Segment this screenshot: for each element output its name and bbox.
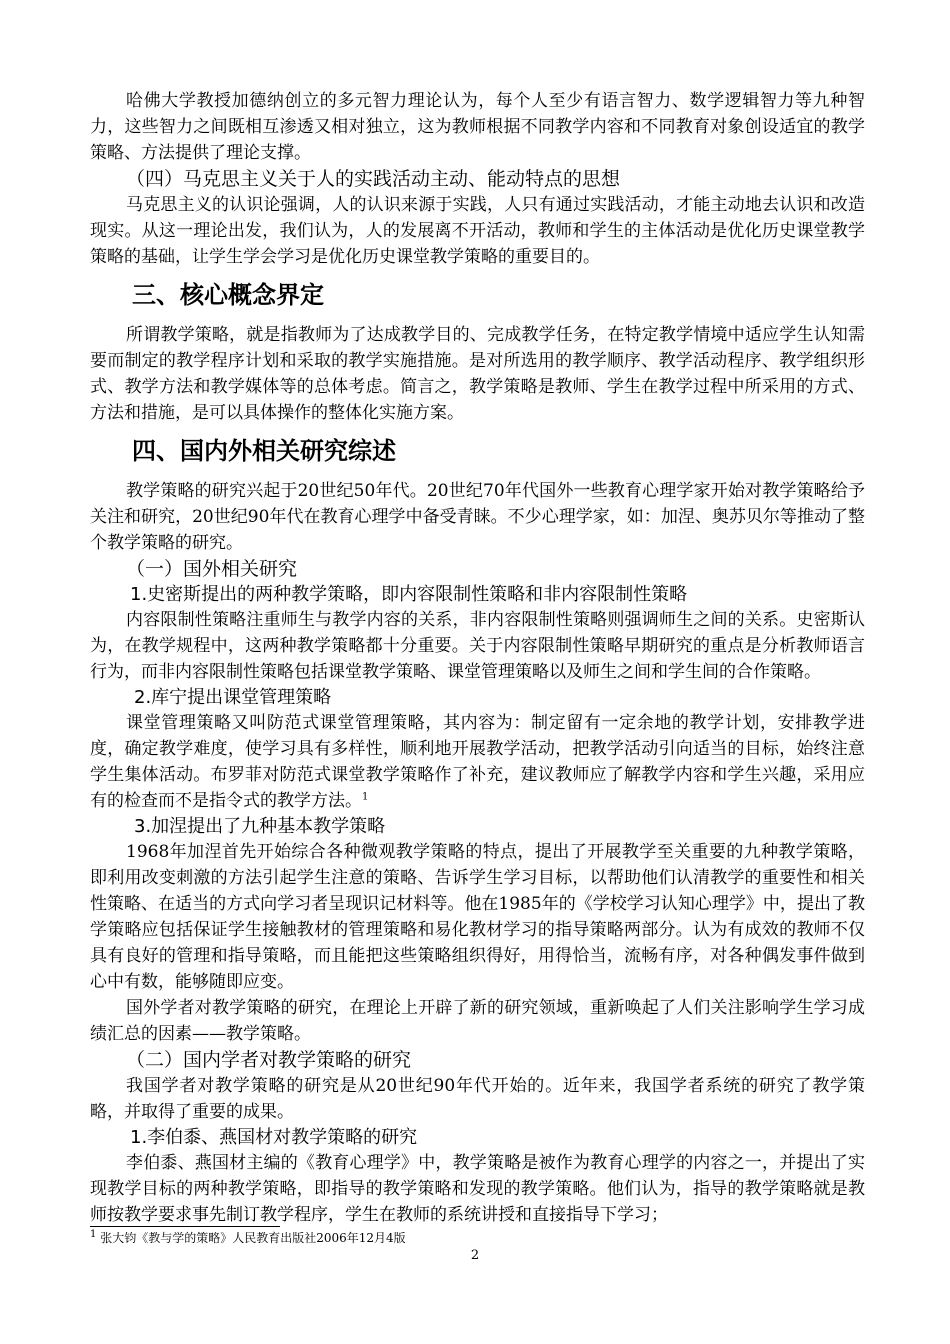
footnote (90, 1230, 406, 1246)
footnote-mark: 1 (90, 1229, 97, 1240)
document-body (90, 88, 865, 1228)
item-heading-smith: 1.史密斯提出的两种教学策略，即内容限制性策略和非内容限制性策略 (130, 584, 688, 605)
paragraph-gagne: 1968年加涅首先开始综合各种微观教学策略的特点，提出了开展教学至关重要的九种教学策略，即利用改变刺激的方法引起学生注意的策略、告诉学生学习目标，以帮助他们认清教学的重要性和相关性策略、在适当的方式向学习者呈现识记材料等。他在1985年的《学校学习认知心理学》中，提出了教学策略应包括保证学生接触教材的管理策略和易化教材学习的指导策略两部分。认为有成效的教师不仅具有良好的管理和指导策略，而且能把这些策略组织得好，用得恰当，流畅有序，对各种偶发事件做到心中有数，能够随即应变。 (90, 842, 865, 992)
subheading-foreign-research: （一）国外相关研究 (126, 558, 298, 580)
footnote-reference: 1 (362, 791, 369, 803)
paragraph-kounin-text: 课堂管理策略又叫防范式课堂管理策略，其内容为：制定留有一定余地的教学计划，安排教学进度，确定教学难度，使学习具有多样性，顺利地开展教学活动，把教学活动引向适当的目标，始终注意学生集体活动。布罗菲对防范式课堂教学策略作了补充，建议教师应了解教学内容和学生兴趣，采用应有的检查而不是指令式的教学方法。 (90, 713, 865, 811)
footnote-text: 张大钧《教与学的策略》人民教育出版社2006年12月4版 (100, 1231, 406, 1245)
section-heading-core-concepts: 三、核心概念界定 (132, 281, 324, 309)
paragraph-foreign-summary: 国外学者对教学策略的研究，在理论上开辟了新的研究领域，重新唤起了人们关注影响学生学习成绩汇总的因素——教学策略。 (90, 998, 865, 1044)
paragraph-marxism: 马克思主义的认识论强调，人的认识来源于实践，人只有通过实践活动，才能主动地去认识和改造现实。从这一理论出发，我们认为，人的发展离不开活动，教师和学生的主体活动是优化历史课堂教学策略的基础，让学生学会学习是优化历史课堂教学策略的重要目的。 (90, 195, 865, 267)
footnote-divider (90, 1226, 280, 1227)
paragraph-kounin (90, 710, 865, 814)
section-heading-literature-review: 四、国内外相关研究综述 (132, 437, 396, 465)
page-number: 2 (470, 1248, 480, 1263)
paragraph-domestic-intro: 我国学者对教学策略的研究是从20世纪90年代开始的。近年来，我国学者系统的研究了教学策略，并取得了重要的成果。 (90, 1076, 865, 1122)
paragraph-li-yan: 李伯黍、燕国材主编的《教育心理学》中，教学策略是被作为教育心理学的内容之一，并提出了实现教学目标的两种教学策略，即指导的教学策略和发现的教学策略。他们认为，指导的教学策略就是教师按教学要求事先制订教学程序，学生在教师的系统讲授和直接指导下学习； (90, 1153, 865, 1225)
heading-marxism-practice: （四）马克思主义关于人的实践活动主动、能动特点的思想 (126, 168, 621, 190)
paragraph-smith: 内容限制性策略注重师生与教学内容的关系，非内容限制性策略则强调师生之间的关系。史密斯认为，在教学规程中，这两种教学策略都十分重要。关于内容限制性策略早期研究的重点是分析教师语言行为，而非内容限制性策略包括课堂教学策略、课堂管理策略以及师生之间和学生间的合作策略。 (90, 610, 865, 682)
item-heading-li-yan: 1.李伯黍、燕国材对教学策略的研究 (130, 1127, 418, 1148)
item-heading-gagne: 3.加涅提出了九种基本教学策略 (134, 816, 386, 837)
item-heading-kounin: 2.库宁提出课堂管理策略 (134, 687, 332, 708)
paragraph-teaching-strategy-definition: 所谓教学策略，就是指教师为了达成教学目的、完成教学任务，在特定教学情境中适应学生认知需要而制定的教学程序计划和采取的教学实施措施。是对所选用的教学顺序、教学活动程序、教学组织形式、教学方法和教学媒体等的总体考虑。简言之，教学策略是教师、学生在教学过程中所采用的方式、方法和措施，是可以具体操作的整体化实施方案。 (90, 325, 865, 423)
subheading-domestic-research: （二）国内学者对教学策略的研究 (126, 1049, 412, 1071)
paragraph-multiple-intelligences: 哈佛大学教授加德纳创立的多元智力理论认为，每个人至少有语言智力、数学逻辑智力等九种智力，这些智力之间既相互渗透又相对独立，这为教师根据不同教学内容和不同教育对象创设适宜的教学策略、方法提供了理论支撑。 (90, 91, 865, 163)
paragraph-research-history: 教学策略的研究兴起于20世纪50年代。20世纪70年代国外一些教育心理学家开始对教学策略给予关注和研究，20世纪90年代在教育心理学中备受青睐。不少心理学家，如：加涅、奥苏贝尔等推动了整个教学策略的研究。 (90, 481, 865, 553)
